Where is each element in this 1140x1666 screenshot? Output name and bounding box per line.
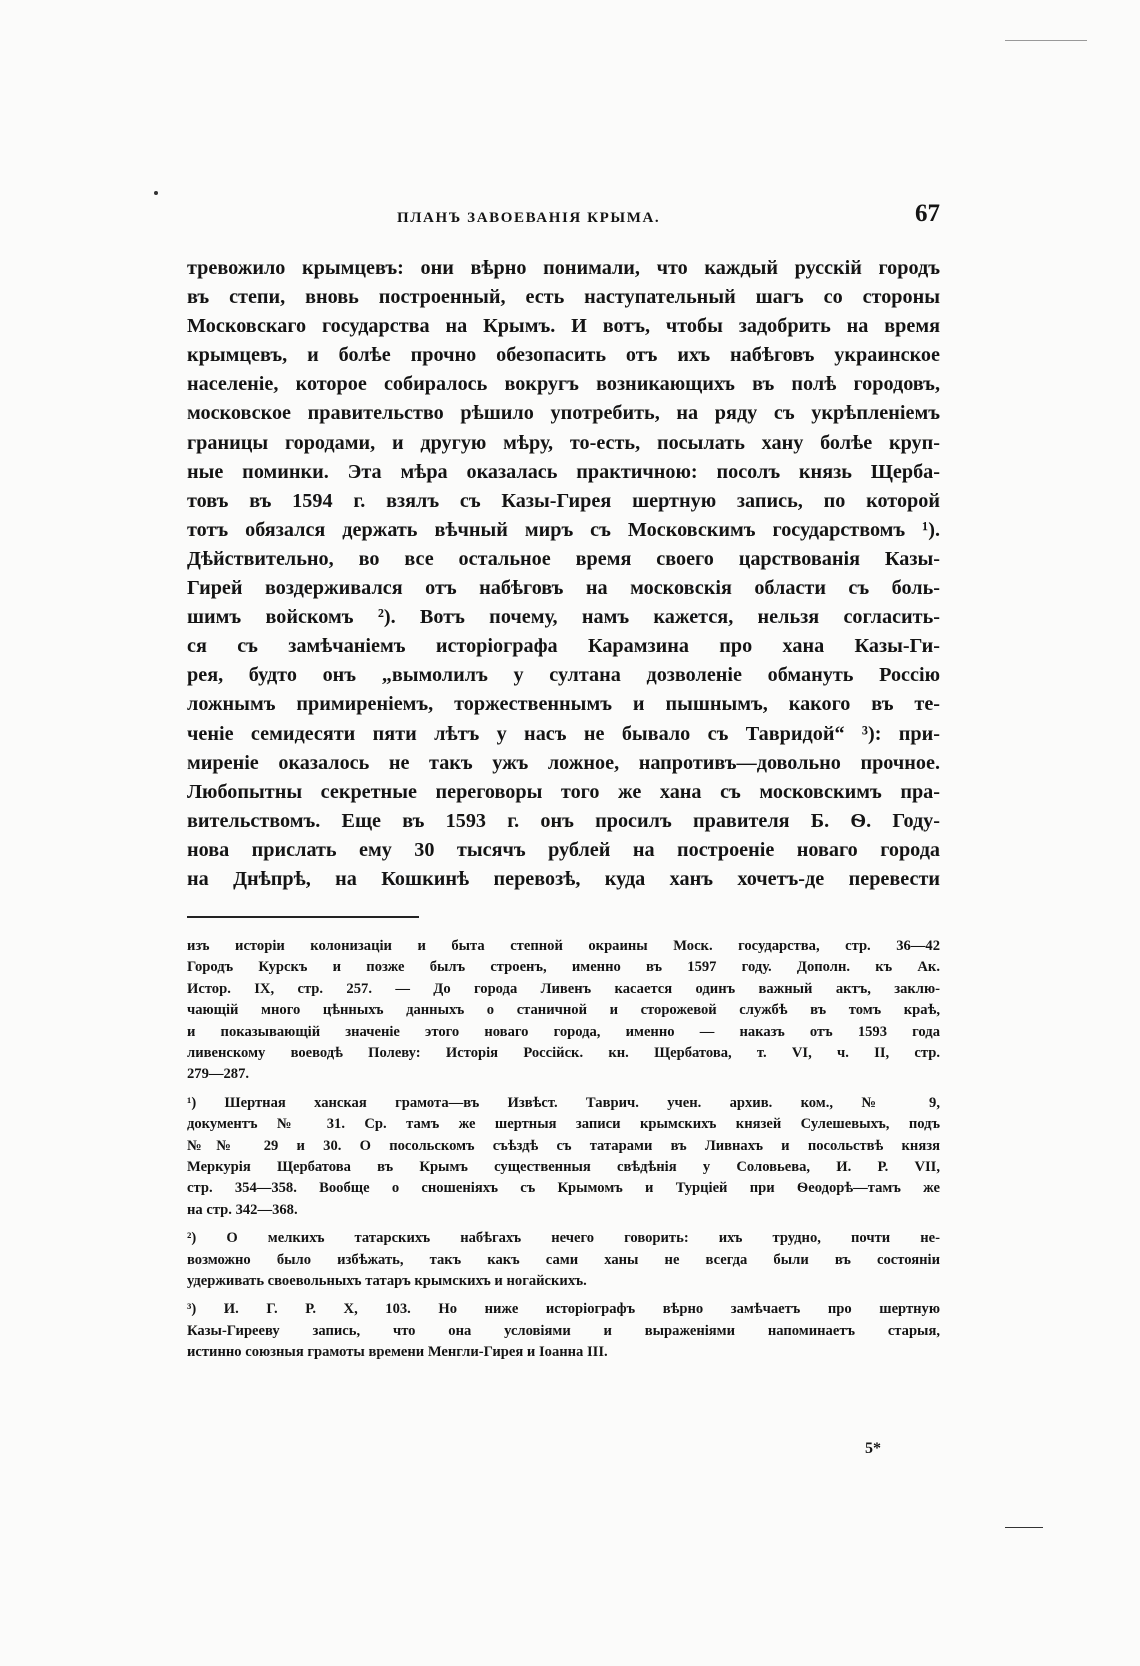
footnote-line: удерживать своевольныхъ татаръ крымскихъ и ногайскихъ. [187, 1272, 587, 1289]
book-page [187, 200, 940, 1363]
footnote-line: и показывающій значеніе этого новаго города, именно — наказъ отъ 1593 года [187, 1023, 940, 1040]
body-line: въ степи, вновь построенный, есть наступательный шагъ со стороны [187, 286, 940, 309]
body-line: шимъ войскомъ ²). Вотъ почему, намъ кажется, нельзя согласить- [187, 606, 940, 629]
footnote-rule [187, 916, 419, 918]
footnote [187, 936, 940, 1086]
footnote-line: изъ исторіи колонизаціи и быта степной окраины Моск. государства, стр. 36—42 [187, 938, 940, 955]
scan-edge-line-bottom [1005, 1527, 1043, 1528]
running-title: ПЛАНЪ ЗАВОЕВАНІЯ КРЫМА. [397, 210, 661, 226]
body-line: ные поминки. Эта мѣра оказалась практичною: посолъ князь Щерба- [187, 460, 940, 483]
footnote-line: на стр. 342—368. [187, 1201, 298, 1218]
footnote-line: ²) О мелкихъ татарскихъ набѣгахъ нечего говорить: ихъ трудно, почти не- [187, 1230, 940, 1247]
page-number: 67 [915, 200, 940, 227]
body-line: на Днѣпрѣ, на Кошкинѣ перевозѣ, куда ханъ хочетъ-де перевести [187, 867, 940, 890]
footnote-line: ¹) Шертная ханская грамота—въ Извѣст. Таврич. учен. архив. ком., № 9, [187, 1094, 940, 1111]
body-line: ченіе семидесяти пяти лѣтъ у насъ не бывало съ Тавридой“ ³): при- [187, 722, 940, 745]
body-line: нова прислать ему 30 тысячъ рублей на построеніе новаго города [187, 838, 940, 861]
body-line: Московскаго государства на Крымъ. И вотъ, чтобы задобрить на время [187, 315, 940, 338]
body-line: ся съ замѣчаніемъ исторіографа Карамзина про хана Казы-Ги- [187, 635, 940, 658]
body-line: крымцевъ, и болѣе прочно обезопасить отъ ихъ набѣговъ украинское [187, 344, 940, 367]
footnote [187, 1093, 940, 1221]
footnote-line: стр. 354—358. Вообще о сношеніяхъ съ Крымомъ и Турціей при Ѳеодорѣ—тамъ же [187, 1180, 940, 1197]
body-line: московское правительство рѣшило употребить, на ряду съ укрѣпленіемъ [187, 402, 940, 425]
body-line: тотъ обязался держать вѣчный миръ съ Московскимъ государствомъ ¹). [187, 518, 940, 541]
footnote-line: документъ № 31. Ср. тамъ же шертныя записи крымскихъ князей Сулешевыхъ, подъ [187, 1116, 940, 1133]
footnote-line: Меркурія Щербатова въ Крымъ существенныя свѣдѣнія у Соловьева, И. Р. VII, [187, 1158, 940, 1175]
footnote-line: истинно союзныя грамоты времени Менгли-Гирея и Іоанна III. [187, 1344, 608, 1361]
footnote [187, 1228, 940, 1292]
footnote-line: возможно было избѣжать, такъ какъ сами ханы не всегда были въ состояніи [187, 1251, 940, 1268]
body-line: Любопытны секретные переговоры того же хана съ московскимъ пра- [187, 780, 940, 803]
footnote-line: Истор. IX, стр. 257. — До города Ливенъ касается одинъ важный актъ, заклю- [187, 980, 940, 997]
footnotes [187, 936, 940, 1363]
body-line: товъ въ 1594 г. взялъ съ Казы-Гирея шертную запись, по которой [187, 489, 940, 512]
body-line: Дѣйствительно, во все остальное время своего царствованія Казы- [187, 547, 940, 570]
footnote-line: ³) И. Г. Р. X, 103. Но ниже исторіографъ вѣрно замѣчаетъ про шертную [187, 1301, 940, 1318]
footnote-gap [187, 1221, 940, 1228]
footnote-line: №№ 29 и 30. О посольскомъ съѣздѣ съ татарами въ Ливнахъ и посольствѣ князя [187, 1137, 940, 1154]
footnote [187, 1299, 940, 1363]
body-line: ложнымъ примиреніемъ, торжественнымъ и пышнымъ, какого въ те- [187, 693, 940, 716]
body-line: миреніе оказалось не такъ ужъ ложное, напротивъ—довольно прочное. [187, 751, 940, 774]
body-text [187, 254, 940, 894]
footnote-line: Казы-Гирееву запись, что она условіями и выраженіями напоминаетъ старыя, [187, 1322, 940, 1339]
body-line: тревожило крымцевъ: они вѣрно понимали, что каждый русскій городъ [187, 257, 940, 279]
footnote-line: 279—287. [187, 1066, 250, 1083]
footnote-gap [187, 1086, 940, 1093]
body-line: вительствомъ. Еще въ 1593 г. онъ просилъ правителя Б. Ѳ. Году- [187, 809, 940, 832]
body-line: населеніе, которое собиралось вокругъ возникающихъ въ полѣ городовъ, [187, 373, 940, 396]
footnote-line: ливенскому воеводѣ Полеву: Исторія Россійск. кн. Щербатова, т. VI, ч. II, стр. [187, 1045, 940, 1062]
body-line: границы городами, и другую мѣру, то-есть, посылать хану болѣе круп- [187, 431, 940, 454]
scan-edge-line [1005, 40, 1087, 41]
scan-speck [154, 191, 158, 195]
signature-mark: 5* [865, 1440, 881, 1457]
body-line: Гирей воздерживался отъ набѣговъ на московскія области съ боль- [187, 577, 940, 600]
footnote-line: Городъ Курскъ и позже былъ строенъ, именно въ 1597 году. Дополн. къ Ак. [187, 959, 940, 976]
body-line: рея, будто онъ „вымолилъ у султана дозволеніе обмануть Россію [187, 664, 940, 687]
running-head [187, 200, 940, 240]
footnote-gap [187, 1292, 940, 1299]
footnote-line: чающій много цѣнныхъ данныхъ о станичной и сторожевой службѣ въ томъ краѣ, [187, 1002, 940, 1019]
